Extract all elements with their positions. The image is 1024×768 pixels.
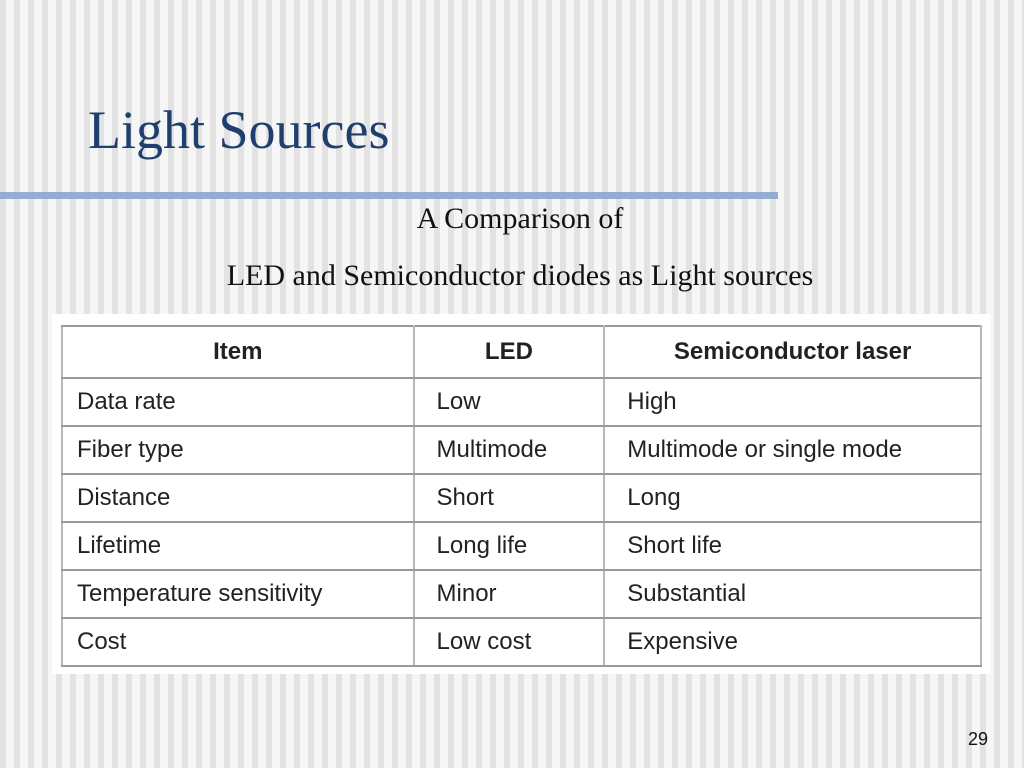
header-led: LED (414, 326, 605, 378)
cell-led: Short (414, 474, 605, 522)
slide-title: Light Sources (88, 100, 390, 160)
cell-laser: Substantial (604, 570, 981, 618)
cell-item: Fiber type (62, 426, 414, 474)
comparison-table-panel (52, 314, 990, 674)
cell-item: Distance (62, 474, 414, 522)
cell-led: Long life (414, 522, 605, 570)
cell-item: Data rate (62, 378, 414, 426)
subtitle-line-2: LED and Semiconductor diodes as Light sources (226, 259, 814, 292)
title-divider (0, 192, 778, 199)
cell-item: Temperature sensitivity (62, 570, 414, 618)
cell-laser: Short life (604, 522, 981, 570)
cell-laser: High (604, 378, 981, 426)
table-row (62, 522, 981, 570)
cell-item: Lifetime (62, 522, 414, 570)
table-row (62, 426, 981, 474)
header-item: Item (62, 326, 414, 378)
table-row (62, 570, 981, 618)
table-row (62, 618, 981, 666)
page-number: 29 (967, 729, 988, 749)
cell-laser: Long (604, 474, 981, 522)
cell-led: Low cost (414, 618, 605, 666)
table-row (62, 378, 981, 426)
cell-led: Low (414, 378, 605, 426)
header-semiconductor-laser: Semiconductor laser (604, 326, 981, 378)
cell-led: Multimode (414, 426, 605, 474)
comparison-table (61, 325, 982, 667)
cell-laser: Expensive (604, 618, 981, 666)
cell-led: Minor (414, 570, 605, 618)
subtitle-line-1: A Comparison of (416, 202, 624, 235)
cell-item: Cost (62, 618, 414, 666)
table-header-row (62, 326, 981, 378)
cell-laser: Multimode or single mode (604, 426, 981, 474)
table-row (62, 474, 981, 522)
